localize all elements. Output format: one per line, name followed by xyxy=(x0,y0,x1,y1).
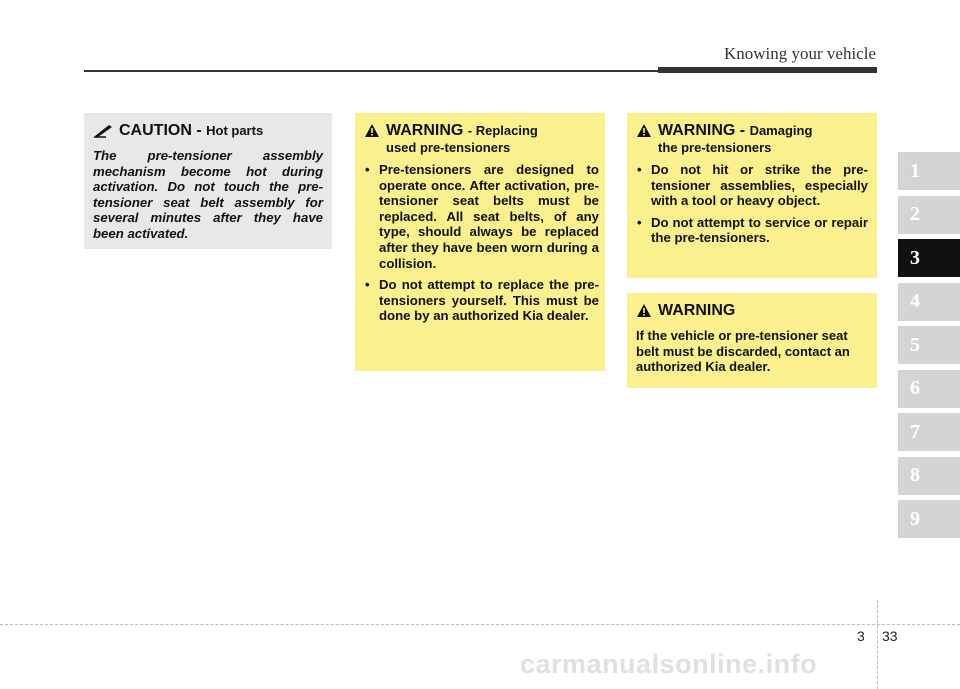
list-item: • Do not hit or strike the pre-tensioner assemblies, especially with a tool or heavy object. xyxy=(636,162,868,209)
pencil-icon xyxy=(93,124,119,142)
chapter-tab-9[interactable]: 9 xyxy=(898,500,960,538)
chapter-tabs xyxy=(898,152,960,544)
chapter-tab-1[interactable]: 1 xyxy=(898,152,960,190)
chapter-tab-6[interactable]: 6 xyxy=(898,370,960,408)
caution-body: The pre-tensioner assembly mechanism become hot during activation. Do not touch the pre-tensioner seat belt assembly for several minutes after they have been activated. xyxy=(93,148,323,241)
chapter-tab-5[interactable]: 5 xyxy=(898,326,960,364)
page-header-title: Knowing your vehicle xyxy=(723,44,876,63)
warning-replacing-list xyxy=(364,162,599,324)
warning-replacing-title: - Replacing xyxy=(467,123,538,138)
warning-damaging-label: WARNING - xyxy=(658,122,746,139)
chapter-tab-8[interactable]: 8 xyxy=(898,457,960,495)
warning-replacing-label: WARNING xyxy=(386,122,464,139)
warning-discard-body: If the vehicle or pre-tensioner seat belt must be discarded, contact an authorized Kia dealer. xyxy=(636,328,850,374)
warning-damaging-list xyxy=(636,162,868,246)
list-item: • Do not attempt to service or repair the pre-tensioners. xyxy=(636,215,868,246)
warning-triangle-icon xyxy=(636,123,658,142)
warning-triangle-icon xyxy=(364,123,386,142)
chapter-tab-2[interactable]: 2 xyxy=(898,196,960,234)
list-item: • Do not attempt to replace the pre-tensioners yourself. This must be done by an authorized Kia dealer. xyxy=(364,277,599,324)
caution-heading xyxy=(93,122,323,142)
footer-section-number: 3 xyxy=(857,628,865,644)
warning-discard-box xyxy=(627,293,877,388)
chapter-tab-3[interactable]: 3 xyxy=(898,239,960,277)
caution-label: CAUTION - xyxy=(119,122,202,139)
caution-title: Hot parts xyxy=(206,123,264,138)
header-rule-accent xyxy=(658,67,877,73)
caution-box xyxy=(84,113,332,249)
chapter-tab-4[interactable]: 4 xyxy=(898,283,960,321)
warning-replacing-box xyxy=(355,113,605,371)
warning-replacing-title-line2: used pre-tensioners xyxy=(386,140,511,155)
warning-discard-label: WARNING xyxy=(658,302,736,319)
chapter-tab-7[interactable]: 7 xyxy=(898,413,960,451)
warning-damaging-heading xyxy=(636,122,868,156)
warning-discard-heading xyxy=(636,302,868,322)
warning-replacing-heading xyxy=(364,122,599,156)
footer-page-number: 33 xyxy=(882,628,898,644)
footer-rule xyxy=(0,624,960,625)
footer-divider xyxy=(877,600,878,689)
watermark: carmanualsonline.info xyxy=(520,649,818,679)
warning-damaging-title-line2: the pre-tensioners xyxy=(658,140,772,155)
list-item: • Pre-tensioners are designed to operate once. After activation, pre-tensioner seat belts must be replaced. All seat belts, of any type, should always be replaced after they have been worn during a collision. xyxy=(364,162,599,271)
warning-damaging-title: Damaging xyxy=(749,123,813,138)
warning-damaging-box xyxy=(627,113,877,278)
warning-triangle-icon xyxy=(636,303,658,322)
header-rule xyxy=(84,70,658,72)
